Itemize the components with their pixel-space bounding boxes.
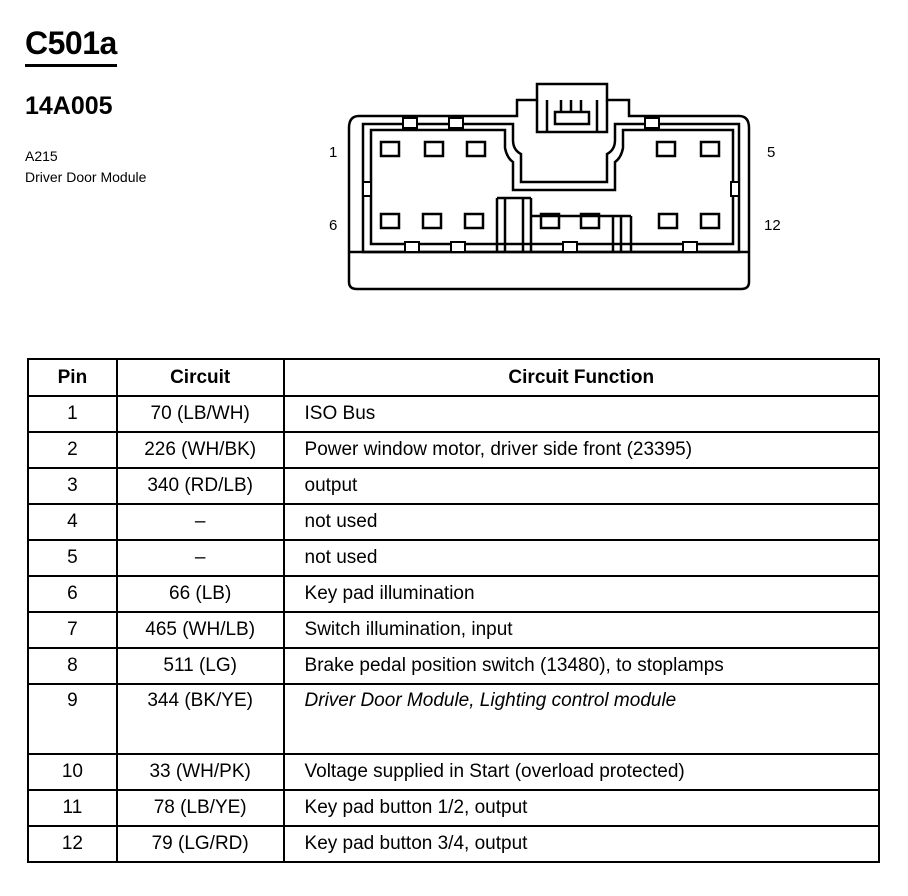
function-cell: not used <box>284 540 879 576</box>
pin-cell: 5 <box>28 540 117 576</box>
table-row <box>28 540 879 576</box>
function-cell: Key pad illumination <box>284 576 879 612</box>
pin-cell: 8 <box>28 648 117 684</box>
pin-label-12: 12 <box>764 217 781 234</box>
connector-face-diagram <box>345 82 757 292</box>
pin-label-1: 1 <box>329 144 338 161</box>
circuit-cell: 70 (LB/WH) <box>117 396 284 432</box>
pin-cell: 3 <box>28 468 117 504</box>
pinout-table <box>27 358 880 863</box>
function-cell: Voltage supplied in Start (overload protected) <box>284 754 879 790</box>
pin-cell: 6 <box>28 576 117 612</box>
table-row <box>28 504 879 540</box>
function-cell: output <box>284 468 879 504</box>
table-header-row <box>28 359 879 396</box>
circuit-cell: 511 (LG) <box>117 648 284 684</box>
circuit-cell: 226 (WH/BK) <box>117 432 284 468</box>
header-circuit: Circuit <box>117 359 284 396</box>
table-row <box>28 826 879 862</box>
function-cell: not used <box>284 504 879 540</box>
function-cell: ISO Bus <box>284 396 879 432</box>
table-row <box>28 432 879 468</box>
part-number: 14A005 <box>25 92 113 120</box>
table-row <box>28 612 879 648</box>
circuit-cell: 340 (RD/LB) <box>117 468 284 504</box>
function-cell: Brake pedal position switch (13480), to stoplamps <box>284 648 879 684</box>
table-row <box>28 754 879 790</box>
pin-cell: 12 <box>28 826 117 862</box>
connector-name: Driver Door Module <box>25 169 147 185</box>
table-row <box>28 790 879 826</box>
pin-cell: 11 <box>28 790 117 826</box>
pin-cell: 4 <box>28 504 117 540</box>
circuit-cell: – <box>117 504 284 540</box>
function-cell: Switch illumination, input <box>284 612 879 648</box>
circuit-cell: – <box>117 540 284 576</box>
circuit-cell: 79 (LG/RD) <box>117 826 284 862</box>
pin-cell: 1 <box>28 396 117 432</box>
circuit-cell: 66 (LB) <box>117 576 284 612</box>
table-row <box>28 576 879 612</box>
function-cell: Driver Door Module, Lighting control module <box>284 684 879 754</box>
connector-description <box>25 146 146 188</box>
connector-code: A215 <box>25 148 58 164</box>
table-row <box>28 468 879 504</box>
circuit-cell: 465 (WH/LB) <box>117 612 284 648</box>
pin-cell: 10 <box>28 754 117 790</box>
circuit-cell: 344 (BK/YE) <box>117 684 284 754</box>
circuit-cell: 33 (WH/PK) <box>117 754 284 790</box>
table-row <box>28 648 879 684</box>
header-pin: Pin <box>28 359 117 396</box>
pin-cell: 9 <box>28 684 117 754</box>
table-row <box>28 684 879 754</box>
function-cell: Key pad button 1/2, output <box>284 790 879 826</box>
pin-cell: 2 <box>28 432 117 468</box>
pin-label-5: 5 <box>767 144 776 161</box>
pin-cell: 7 <box>28 612 117 648</box>
function-cell: Key pad button 3/4, output <box>284 826 879 862</box>
connector-id: C501a <box>25 24 117 67</box>
header-function: Circuit Function <box>284 359 879 396</box>
table-row <box>28 396 879 432</box>
pin-label-6: 6 <box>329 217 338 234</box>
circuit-cell: 78 (LB/YE) <box>117 790 284 826</box>
function-cell: Power window motor, driver side front (23395) <box>284 432 879 468</box>
